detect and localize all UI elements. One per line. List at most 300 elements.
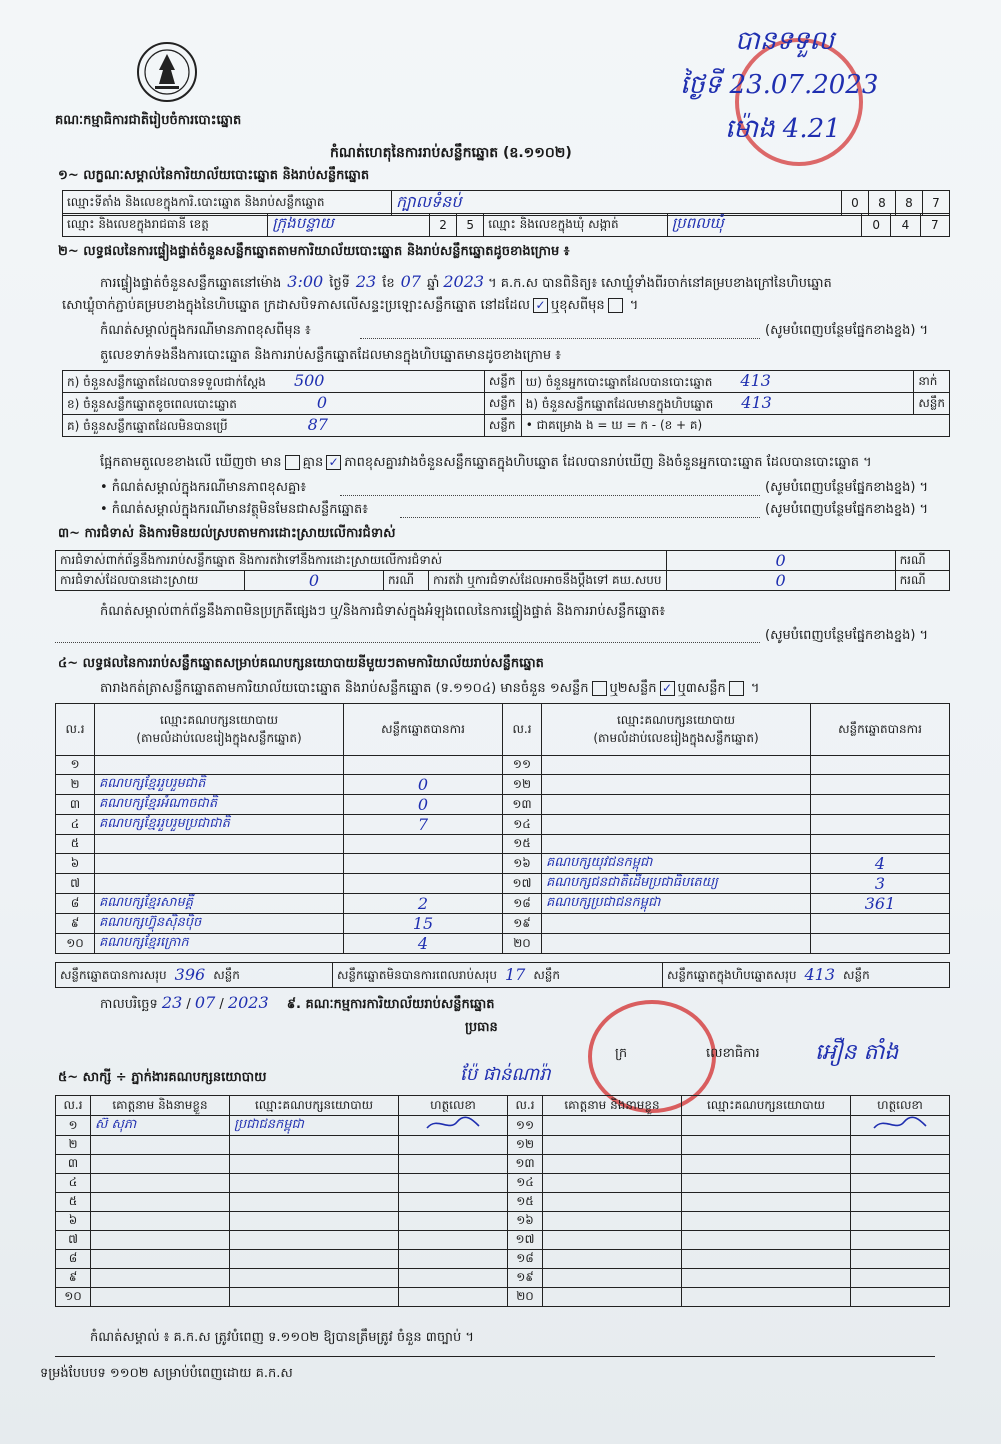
results-votes [344, 775, 503, 795]
results-no [503, 934, 542, 954]
witness-party [682, 1250, 851, 1269]
results-no-text: ១៤ [513, 816, 531, 831]
witness-party [230, 1116, 399, 1136]
nec-emblem-icon [135, 40, 199, 104]
fig-b-label: ខ) ចំនួនសន្លឹកឆ្នោតខូចពេលបោះឆ្នោត 0 [63, 393, 485, 415]
witness-col-sign-right: ហត្ថលេខា [851, 1096, 950, 1116]
witness-no [56, 1250, 91, 1269]
complaints-table [55, 550, 950, 591]
witness-no [56, 1174, 91, 1193]
totals-row [55, 962, 950, 988]
results-votes [811, 894, 950, 914]
witness-name [543, 1250, 682, 1269]
province-code-2: 5 [457, 214, 484, 237]
member-label: ក្រ [615, 1046, 628, 1061]
witness-signature-icon [870, 1116, 930, 1132]
witness-no-text: ១៧ [515, 1232, 535, 1246]
results-votes [344, 854, 503, 874]
witness-no [508, 1231, 543, 1250]
witness-sign [399, 1250, 508, 1269]
results-party-text: គណបក្សប្រជាជនកម្ពុជា [546, 895, 661, 910]
witness-name [543, 1231, 682, 1250]
witness-col-no-left: ល.រ [56, 1096, 91, 1116]
results-party [542, 854, 811, 874]
witness-no [56, 1193, 91, 1212]
witness-name [91, 1155, 230, 1174]
results-no-text: ១៨ [513, 895, 531, 910]
results-party-text: គណបក្សហ៊្វុនស៊ិនប៉ិច [99, 915, 202, 930]
section1-heading: ១~ លក្ខណៈសម្គាល់នៃការិយាល័យបោះឆ្នោត និងរាប់សន្លឹកឆ្នោត [58, 168, 370, 183]
witness-no-text: ១៤ [516, 1175, 534, 1189]
witness-no-text: ៤ [68, 1175, 78, 1189]
results-col-no-left: ល.រ [56, 704, 95, 756]
total-invalid: សន្លឹកឆ្នោតមិនបានការពេលរាប់សរុប 17 សន្លឹក [333, 963, 663, 987]
commune-label: ឈ្មោះ និងលេខក្នុងឃុំ សង្កាត់ [484, 214, 667, 237]
results-col-votes-right: សន្លឹកឆ្នោតបានការ [811, 704, 950, 756]
results-no [503, 874, 542, 894]
witness-no [56, 1136, 91, 1155]
witness-sign [851, 1155, 950, 1174]
results-no [56, 775, 95, 795]
results-no-text: ១ [70, 757, 80, 771]
witness-no [56, 1288, 91, 1307]
witness-party [682, 1212, 851, 1231]
witness-no [508, 1250, 543, 1269]
commune-code-1: 0 [862, 214, 891, 237]
results-row [56, 894, 950, 914]
witness-party [230, 1155, 399, 1174]
form-title: កំណត់ហេតុនៃការរាប់សន្លឹកឆ្នោត (ឧ.១១០២) [330, 145, 572, 161]
results-no [56, 815, 95, 835]
fill-back-note-4: (សូមបំពេញបន្ថែមផ្នែកខាងខ្នង) ។ [765, 628, 929, 643]
results-no [503, 854, 542, 874]
witness-signature-icon [423, 1116, 483, 1132]
witness-sign [399, 1231, 508, 1250]
witness-party [682, 1136, 851, 1155]
witness-sign [399, 1116, 508, 1136]
witness-no [508, 1174, 543, 1193]
complaints-row1-unit: ករណី [895, 551, 949, 571]
results-votes-text: 3 [874, 874, 886, 893]
total-valid: សន្លឹកឆ្នោតបានការសរុប 396 សន្លឹក [56, 963, 333, 987]
witness-no [508, 1193, 543, 1212]
results-no-text: ៣ [69, 796, 81, 811]
complaints-row1-label: ការជំទាស់ពាក់ព័ន្ធនឹងការរាប់សន្លឹកឆ្នោត និងការតវ៉ាទៅនឹងការដោះស្រាយលើការជំទាស់ [56, 551, 667, 571]
results-party [542, 914, 811, 934]
results-no [56, 835, 95, 854]
witness-no [508, 1212, 543, 1231]
witness-party [682, 1116, 851, 1136]
witness-name [543, 1269, 682, 1288]
results-votes [344, 756, 503, 775]
witness-name [91, 1193, 230, 1212]
fig-a-label: ក) ចំនួនសន្លឹកឆ្នោតដែលបានទទួលជាក់ស្តែង 500 [63, 371, 485, 393]
secretary-signature: អឿន តាំង [815, 1040, 899, 1065]
results-party-text: គណបក្សជនជាតិដើមប្រជាធិបតេយ្យ [546, 875, 718, 890]
witness-party [682, 1269, 851, 1288]
witness-party [682, 1288, 851, 1307]
witness-no [56, 1155, 91, 1174]
witness-row [56, 1193, 950, 1212]
results-votes [811, 854, 950, 874]
results-no-text: ៨ [70, 895, 80, 910]
results-no [56, 756, 95, 775]
witness-col-sign-left: ហត្ថលេខា [399, 1096, 508, 1116]
results-no-text: ១៧ [512, 875, 532, 890]
results-party-text: គណបក្សខ្មែរក្រោក [99, 935, 189, 950]
witness-no [508, 1136, 543, 1155]
witness-no-text: ៩ [68, 1270, 78, 1284]
fig-d-label: ឃ) ចំនួនអ្នកបោះឆ្នោតដែលបានបោះឆ្នោត 413 [521, 371, 914, 393]
results-party [95, 894, 344, 914]
has-difference-checkbox [285, 455, 300, 470]
results-party [542, 775, 811, 795]
witness-row [56, 1174, 950, 1193]
witness-name [91, 1231, 230, 1250]
irregularities-dots [55, 642, 760, 643]
results-no-text: ៩ [70, 915, 80, 930]
results-party [95, 775, 344, 795]
difference-line: ផ្អែកតាមតួលេខខាងលើ ឃើញថា មាន គ្មាន ✓ ភាពខុសគ្នារវាងចំនួនសន្លឹកឆ្នោតក្នុងហិបឆ្នោត ដែលបានរាប់ឃើញ និងចំនួនអ្នកបោះឆ្នោត ដែលបានបោះឆ្នោត ។ [100, 455, 872, 470]
irregularities-note: កំណត់សម្គាល់ពាក់ព័ន្ធនឹងភាពមិនប្រក្រតីផ្សេងៗ ឬ/និងការជំទាស់ក្នុងអំឡុងពេលនៃការផ្ទៀងផ្ទាត់ និងការរាប់សន្លឹកឆ្នោត៖ [100, 604, 666, 619]
results-no [503, 795, 542, 815]
witness-no-text: ១១ [515, 1117, 535, 1132]
complaints-appeal-label: ការតវ៉ា ឬការជំទាស់ដែលអាចនឹងប្ដឹងទៅ គឃ.សបប [429, 571, 667, 591]
results-no-text: ១៥ [513, 836, 531, 850]
witness-party [230, 1136, 399, 1155]
witness-sign [851, 1212, 950, 1231]
witness-sign [399, 1136, 508, 1155]
results-no [503, 756, 542, 775]
witness-col-party-right: ឈ្មោះគណបក្សនយោបាយ [682, 1096, 851, 1116]
witness-no [56, 1116, 91, 1136]
results-party-text: គណបក្សខ្មែររួបរួមជាតិ [99, 776, 206, 791]
witness-name-text: ស៊ សុភា [95, 1117, 137, 1132]
note-foreign-label: • កំណត់សម្គាល់ក្នុងករណីមានវត្ថុមិនមែនជាសន្លឹកឆ្នោត៖ [100, 502, 368, 517]
no-difference-checkbox: ✓ [326, 455, 341, 470]
witness-sign [851, 1231, 950, 1250]
witness-col-name-right: គោត្តនាម និងនាមខ្លួន [543, 1096, 682, 1116]
results-no [56, 914, 95, 934]
results-party [95, 835, 344, 854]
results-party-text: គណបក្សខ្មែរអំណាចជាតិ [99, 796, 218, 811]
complaints-appeal-value: 0 [666, 571, 895, 591]
results-no [503, 894, 542, 914]
results-votes [811, 775, 950, 795]
witness-no-text: ២ [68, 1137, 78, 1151]
witness-no-text: ៥ [68, 1194, 78, 1208]
fig-d-unit: នាក់ [914, 371, 950, 393]
results-votes [344, 815, 503, 835]
witness-no-text: ៣ [67, 1156, 79, 1170]
chair-label: ប្រធាន [465, 1020, 498, 1035]
witness-no-text: ៧ [68, 1232, 78, 1246]
location-code-3: 8 [896, 191, 923, 216]
results-votes-text: 0 [417, 795, 429, 814]
results-row [56, 756, 950, 775]
witness-name [91, 1212, 230, 1231]
witness-col-party-left: ឈ្មោះគណបក្សនយោបាយ [230, 1096, 399, 1116]
results-no-text: ៧ [70, 875, 80, 890]
location-code-2: 8 [869, 191, 896, 216]
witness-sign [851, 1116, 950, 1136]
results-party [95, 914, 344, 934]
commune-code-2: 4 [891, 214, 920, 237]
witness-row [56, 1288, 950, 1307]
witness-no [508, 1288, 543, 1307]
results-no-text: ២០ [513, 935, 531, 950]
verification-line1: ការផ្ទៀងផ្ទាត់ចំនួនសន្លឹកឆ្នោតនៅម៉ោង 3:00 ថ្ងៃទី 23 ខែ 07 ឆ្នាំ 2023 ។ គ.ក.ស បានពិនិត្យ៖ សោឃ្លុំទាំងពីរចាក់នៅគម្របខាងក្រៅនៃហិបឆ្នោត [100, 272, 832, 291]
witness-sign [851, 1136, 950, 1155]
witness-party-text: ប្រជាជនកម្ពុជា [234, 1117, 304, 1132]
results-votes-text: 4 [874, 854, 886, 873]
verification-line2: សោឃ្លុំចាក់ភ្ជាប់គម្របខាងក្នុងនៃហិបឆ្នោត ក្រដាសបិទភាសលើសន្ទះប្រឡោះសន្លឹកឆ្នោត នៅដដែល ✓ ឬខុសពីមុន ។ [62, 298, 639, 313]
witness-no [56, 1231, 91, 1250]
results-col-votes-left: សន្លឹកឆ្នោតបានការ [344, 704, 503, 756]
results-votes [811, 815, 950, 835]
results-party [542, 815, 811, 835]
witness-name [91, 1269, 230, 1288]
results-votes-text: 15 [412, 914, 434, 933]
results-party [542, 835, 811, 854]
witness-name [543, 1136, 682, 1155]
witness-no-text: ១៣ [515, 1156, 535, 1170]
witness-sign [399, 1174, 508, 1193]
location-code-1: 0 [842, 191, 869, 216]
witness-no-text: ១៨ [516, 1251, 534, 1265]
figures-table [62, 370, 950, 437]
results-votes [811, 795, 950, 815]
results-no-text: ៥ [70, 836, 80, 850]
witness-sign [851, 1269, 950, 1288]
witness-party [682, 1193, 851, 1212]
witness-party [230, 1288, 399, 1307]
results-votes [344, 934, 503, 954]
footnote: កំណត់សម្គាល់ ៖ គ.ក.ស ត្រូវបំពេញ ទ.១១០២ ឱ្យបានត្រឹមត្រូវ ចំនួន ៣ច្បាប់ ។ [90, 1330, 474, 1345]
three-sheets-checkbox [729, 681, 744, 696]
results-party [542, 934, 811, 954]
witness-table [55, 1095, 950, 1307]
results-no [56, 795, 95, 815]
note-difference-label: • កំណត់សម្គាល់ក្នុងករណីមានភាពខុសគ្នា៖ [100, 480, 307, 495]
witness-sign [399, 1193, 508, 1212]
changed-checkbox [608, 298, 623, 313]
results-no-text: ១៣ [512, 796, 532, 811]
complaints-resolved-label: ការជំទាស់ដែលបានដោះស្រាយ [56, 571, 245, 591]
results-party [542, 795, 811, 815]
witness-party [230, 1250, 399, 1269]
witness-row [56, 1116, 950, 1136]
fig-formula: • ជាគម្រោង ង = ឃ = ក - (ខ + គ) [521, 415, 949, 437]
results-votes-text: 2 [417, 894, 429, 913]
witness-no-text: ៦ [68, 1213, 78, 1227]
results-party-text: គណបក្សខ្មែរសាមគ្គី [99, 895, 194, 910]
results-col-party-right: ឈ្មោះគណបក្សនយោបាយ (តាមលំដាប់លេខរៀងក្នុងសន្លឹកឆ្នោត) [542, 704, 811, 756]
location-label: ឈ្មោះទីតាំង និងលេខក្នុងការិ.បោះឆ្នោត និងរាប់សន្លឹកឆ្នោត [63, 191, 392, 216]
results-no [503, 914, 542, 934]
results-no [56, 934, 95, 954]
complaints-resolved-unit: ករណី [384, 571, 429, 591]
province-label: ឈ្មោះ និងលេខក្នុងរាជធានី ខេត្ត [63, 214, 268, 237]
witness-col-name-left: គោត្តនាម និងនាមខ្លួន [91, 1096, 230, 1116]
results-row [56, 815, 950, 835]
results-row [56, 795, 950, 815]
location-code-4: 7 [923, 191, 950, 216]
witness-no [56, 1269, 91, 1288]
witness-name [91, 1116, 230, 1136]
results-row [56, 835, 950, 854]
section3-heading: ៣~ ការជំទាស់ និងការមិនយល់ស្របតាមការដោះស្រាយលើការជំទាស់ [58, 526, 396, 541]
witness-no [508, 1155, 543, 1174]
results-party [95, 815, 344, 835]
results-party [542, 874, 811, 894]
fig-c-label: គ) ចំនួនសន្លឹកឆ្នោតដែលមិនបានប្រើ 87 [63, 415, 485, 437]
results-party [95, 934, 344, 954]
results-no-text: ១៩ [513, 915, 531, 930]
received-stamp-line3: ម៉ោង 4.21 [725, 114, 841, 144]
witness-no [56, 1212, 91, 1231]
results-row [56, 854, 950, 874]
witness-party [230, 1193, 399, 1212]
results-no [56, 854, 95, 874]
results-votes [811, 756, 950, 775]
section1-table-row2 [62, 213, 950, 237]
results-row [56, 775, 950, 795]
results-votes [811, 874, 950, 894]
secretary-label: លេខាធិការ [706, 1046, 760, 1061]
complaints-row1-value: 0 [666, 551, 895, 571]
witness-party [230, 1231, 399, 1250]
results-party-text: គណបក្សយុវជនកម្ពុជា [546, 855, 653, 870]
results-no [503, 775, 542, 795]
results-votes-text: 361 [864, 894, 896, 913]
witness-party [230, 1174, 399, 1193]
province-value: ក្រុងបន្ទាយ [268, 214, 430, 237]
results-no [56, 894, 95, 914]
witness-name [543, 1288, 682, 1307]
witness-no-text: ៨ [68, 1251, 78, 1265]
results-party [95, 795, 344, 815]
results-no [56, 874, 95, 894]
results-party-text: គណបក្សខ្មែររួបរួមប្រជាជាតិ [99, 816, 230, 831]
results-no-text: ១១ [512, 757, 532, 771]
witness-row [56, 1136, 950, 1155]
figures-intro: តួលេខទាក់ទងនឹងការបោះឆ្នោត និងការរាប់សន្លឹកឆ្នោតដែលមានក្នុងហិបឆ្នោតមានដូចខាងក្រោម ៖ [100, 348, 561, 363]
witness-party [682, 1155, 851, 1174]
chair-signature: ប៉ែ ផាន់ណារ៉ា [460, 1064, 551, 1085]
witness-name [543, 1174, 682, 1193]
unchanged-checkbox: ✓ [533, 298, 548, 313]
witness-name [543, 1212, 682, 1231]
witness-name [543, 1193, 682, 1212]
witness-no-text: ១៩ [516, 1270, 534, 1284]
results-votes [344, 835, 503, 854]
witness-sign [399, 1212, 508, 1231]
witness-no-text: ១០ [64, 1289, 82, 1303]
section4-heading: ៤~ លទ្ធផលនៃការរាប់សន្លឹកឆ្នោតសម្រាប់គណបក្សនយោបាយនីមួយៗតាមការិយាល័យរាប់សន្លឹកឆ្នោត [58, 656, 544, 671]
results-votes [344, 874, 503, 894]
results-votes [811, 835, 950, 854]
results-votes-text: 7 [417, 815, 429, 834]
date-line: កាលបរិច្ឆេទ 23 / 07 / 2023 ៩. គណៈកម្មការការិយាល័យរាប់សន្លឹកឆ្នោត [100, 993, 495, 1012]
party-results-table [55, 703, 950, 954]
tally-sheet-line: តារាងកត់ត្រាសន្លឹកឆ្នោតតាមការិយាល័យបោះឆ្នោត និងរាប់សន្លឹកឆ្នោត (ទ.១១០៤) មានចំនួន ១សន្លឹក ឬ២សន្លឹក ✓ ឬ៣សន្លឹក ។ [100, 681, 760, 696]
witness-name [91, 1174, 230, 1193]
witness-row [56, 1250, 950, 1269]
results-party [95, 756, 344, 775]
total-in-box: សន្លឹកឆ្នោតក្នុងហិបឆ្នោតសរុប 413 សន្លឹក [667, 965, 870, 985]
witness-party [230, 1212, 399, 1231]
witness-sign [399, 1269, 508, 1288]
one-sheet-checkbox [592, 681, 607, 696]
section5-heading: ៥~ សាក្សី ÷ ភ្នាក់ងារគណបក្សនយោបាយ [58, 1070, 267, 1085]
witness-name [91, 1250, 230, 1269]
received-stamp-line1: បានទទួល [735, 26, 835, 56]
results-no [503, 835, 542, 854]
section2-heading: ២~ លទ្ធផលនៃការផ្ទៀងផ្ទាត់ចំនួនសន្លឹកឆ្នោតតាមការិយាល័យបោះឆ្នោត និងរាប់សន្លឹកឆ្នោតដូចខាងក្រោម ៖ [58, 244, 570, 259]
note-foreign-dots [400, 517, 760, 518]
witness-no-text: ១៦ [516, 1213, 534, 1227]
results-no-text: ១២ [512, 776, 532, 791]
results-no-text: ៤ [70, 816, 80, 831]
witness-no [508, 1116, 543, 1136]
note-changed-label: កំណត់សម្គាល់ក្នុងករណីមានភាពខុសពីមុន ៖ [100, 323, 311, 338]
results-party [542, 894, 811, 914]
fig-a-unit: សន្លឹក [484, 371, 521, 393]
results-votes [811, 934, 950, 954]
results-party [95, 854, 344, 874]
witness-no [508, 1269, 543, 1288]
fig-b-unit: សន្លឹក [484, 393, 521, 415]
results-votes [344, 914, 503, 934]
footer-rule [55, 1356, 935, 1357]
witness-sign [851, 1250, 950, 1269]
witness-row [56, 1212, 950, 1231]
witness-row [56, 1231, 950, 1250]
commune-value: ប្រពលឃុំ [667, 214, 861, 237]
results-votes-text: 0 [417, 775, 429, 794]
witness-sign [851, 1174, 950, 1193]
witness-no-text: ១២ [515, 1137, 535, 1151]
note-changed-dots [360, 338, 760, 339]
fill-back-note-2: (សូមបំពេញបន្ថែមផ្នែកខាងខ្នង) ។ [765, 480, 929, 495]
witness-row [56, 1269, 950, 1288]
fig-e-label: ង) ចំនួនសន្លឹកឆ្នោតដែលមានក្នុងហិបឆ្នោត 413 [521, 393, 914, 415]
location-value: ក្បាលទំនប់ [392, 191, 842, 216]
form-footer: ទម្រង់បែបបទ ១១០២ សម្រាប់បំពេញដោយ គ.ក.ស [40, 1366, 293, 1381]
results-party [542, 756, 811, 775]
results-votes [811, 914, 950, 934]
witness-name [91, 1288, 230, 1307]
witness-no-text: ២០ [516, 1289, 534, 1303]
note-difference-dots [340, 495, 760, 496]
results-party [95, 874, 344, 894]
witness-party [230, 1269, 399, 1288]
committee-name: គណៈកម្មាធិការជាតិរៀបចំការបោះឆ្នោត [55, 113, 242, 128]
complaints-resolved-value: 0 [245, 571, 384, 591]
witness-name [91, 1136, 230, 1155]
commune-code-3: 7 [920, 214, 949, 237]
results-col-no-right: ល.រ [503, 704, 542, 756]
witness-party [682, 1174, 851, 1193]
witness-no-text: ១ [68, 1117, 78, 1132]
results-no-text: ១០ [66, 935, 84, 950]
witness-name [543, 1116, 682, 1136]
fill-back-note-1: (សូមបំពេញបន្ថែមផ្នែកខាងខ្នង) ។ [765, 323, 929, 338]
results-no [503, 815, 542, 835]
fig-e-unit: សន្លឹក [914, 393, 950, 415]
received-stamp-line2: ថ្ងៃទី 23.07.2023 [680, 70, 879, 100]
